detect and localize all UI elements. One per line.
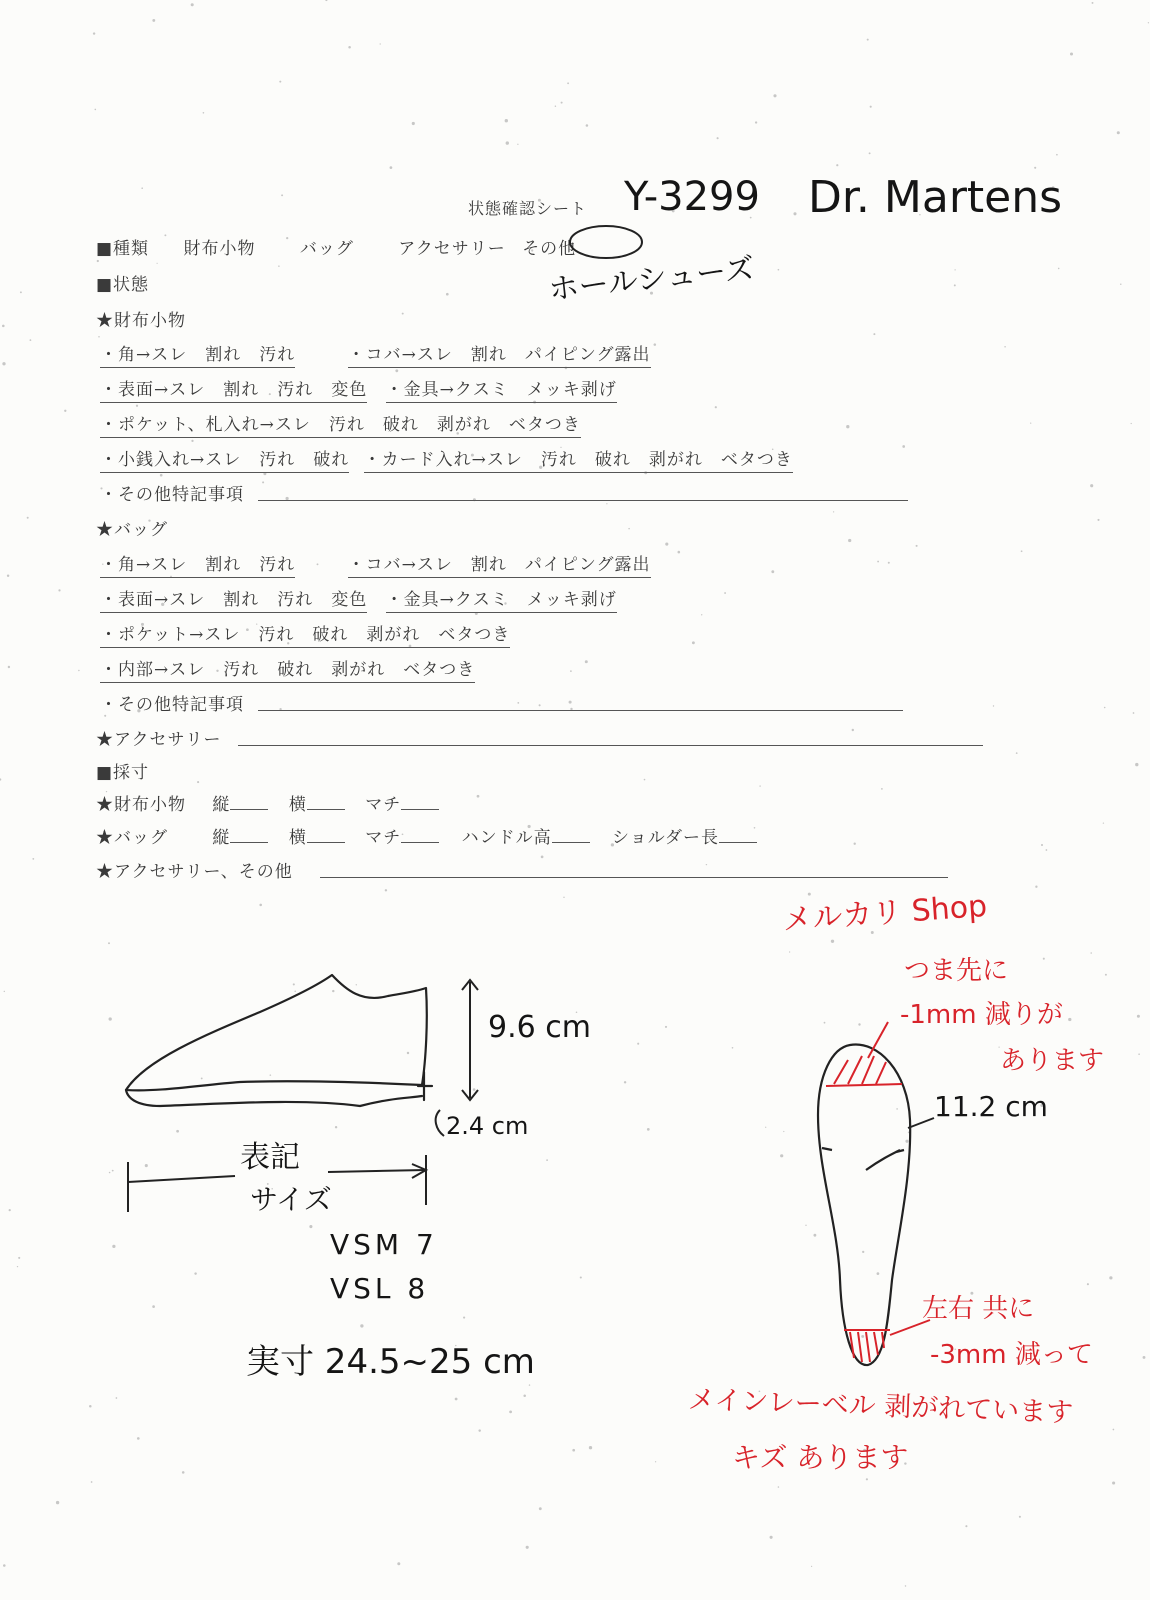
bag-hardware-item: ・金具→クスミ メッキ剥げ (386, 590, 617, 613)
sheet-title: 状態確認シート (468, 199, 588, 218)
wallet-notes-label: ・その他特記事項 (100, 485, 244, 505)
sole-outline (818, 1044, 910, 1365)
category-note: ホールシューズ (547, 251, 757, 308)
width-leader-line (908, 1118, 934, 1128)
accessory-label: ★アクセサリー (96, 730, 222, 750)
measure-wallet-height: 縦 (212, 795, 231, 815)
size-eu: VSL 8 (330, 1272, 430, 1305)
wallet-hardware-item: ・金具→クスミ メッキ剥げ (386, 380, 617, 403)
measure-bag-gusset: マチ (365, 828, 402, 848)
toe-note-2: -1mm 減りが (900, 1000, 1063, 1030)
bag-notes-label: ・その他特記事項 (100, 695, 244, 715)
shoe-side-view (126, 975, 432, 1106)
heel-note-1: 左右 共に (922, 1294, 1035, 1324)
bag-edge-item: ・コバ→スレ 割れ パイピング露出 (348, 555, 651, 578)
bag-interior-item: ・内部→スレ 汚れ 破れ 剥がれ ベタつき (100, 660, 475, 683)
wallet-pocket-item: ・ポケット、札入れ→スレ 汚れ 破れ 剥がれ ベタつき (100, 415, 581, 438)
insole-note-1: メインレーベル 剥がれています (687, 1384, 1074, 1429)
type-option-other: その他 (522, 239, 577, 259)
bag-surface-item: ・表面→スレ 割れ 汚れ 変色 (100, 590, 367, 613)
heel-label: 2.4 cm (446, 1112, 529, 1140)
wallet-edge-item: ・コバ→スレ 割れ パイピング露出 (348, 345, 651, 368)
bag-corner-item: ・角→スレ 割れ 汚れ (100, 555, 295, 578)
insole-note-2: キズ あります (732, 1441, 909, 1474)
measure-bag-label: ★バッグ (96, 828, 168, 848)
accessory-other-label: ★アクセサリー、その他 (96, 862, 293, 882)
measure-wallet-label: ★財布小物 (96, 795, 186, 815)
item-code: Y-3299 (624, 174, 760, 220)
width-label: 11.2 cm (934, 1090, 1048, 1123)
size-uk: VSM 7 (330, 1228, 438, 1261)
circle-mark-other (570, 226, 642, 258)
actual-size: 実寸 24.5~25 cm (246, 1342, 535, 1382)
bag-header: ★バッグ (96, 520, 168, 540)
measure-bag-width: 横 (288, 828, 307, 848)
status-label: ■状態 (96, 275, 150, 295)
wallet-header: ★財布小物 (96, 311, 186, 331)
heel-note-2: -3mm 減って (930, 1340, 1093, 1370)
size-label-line1: 表記 (240, 1140, 300, 1175)
type-option-bag: バッグ (299, 239, 354, 259)
measure-label: ■採寸 (96, 763, 150, 783)
wallet-coin-item: ・小銭入れ→スレ 汚れ 破れ (100, 450, 349, 473)
measure-wallet-gusset: マチ (365, 795, 402, 815)
toe-note-1: つま先に (904, 956, 1009, 986)
bag-pocket-item: ・ポケット→スレ 汚れ 破れ 剥がれ ベタつき (100, 625, 510, 648)
wallet-corner-item: ・角→スレ 割れ 汚れ (100, 345, 295, 368)
wallet-card-item: ・カード入れ→スレ 汚れ 破れ 剥がれ ベタつき (364, 450, 793, 473)
measure-bag-handle: ハンドル高 (461, 828, 552, 848)
measure-bag-height: 縦 (212, 828, 231, 848)
size-label-line2: サイズ (250, 1183, 332, 1216)
shop-note: メルカリ Shop (781, 888, 989, 939)
brand-name: Dr. Martens (808, 172, 1063, 223)
toe-wear-hatch (826, 1022, 902, 1086)
wallet-surface-item: ・表面→スレ 割れ 汚れ 変色 (100, 380, 367, 403)
toe-note-3: あります (1000, 1046, 1105, 1076)
height-label: 9.6 cm (488, 1010, 591, 1045)
measure-bag-shoulder: ショルダー長 (612, 828, 720, 848)
measure-wallet-width: 横 (288, 795, 307, 815)
type-label: ■種類 (96, 239, 150, 259)
type-option-accessory: アクセサリー (398, 239, 506, 259)
type-option-wallet: 財布小物 (183, 239, 256, 259)
